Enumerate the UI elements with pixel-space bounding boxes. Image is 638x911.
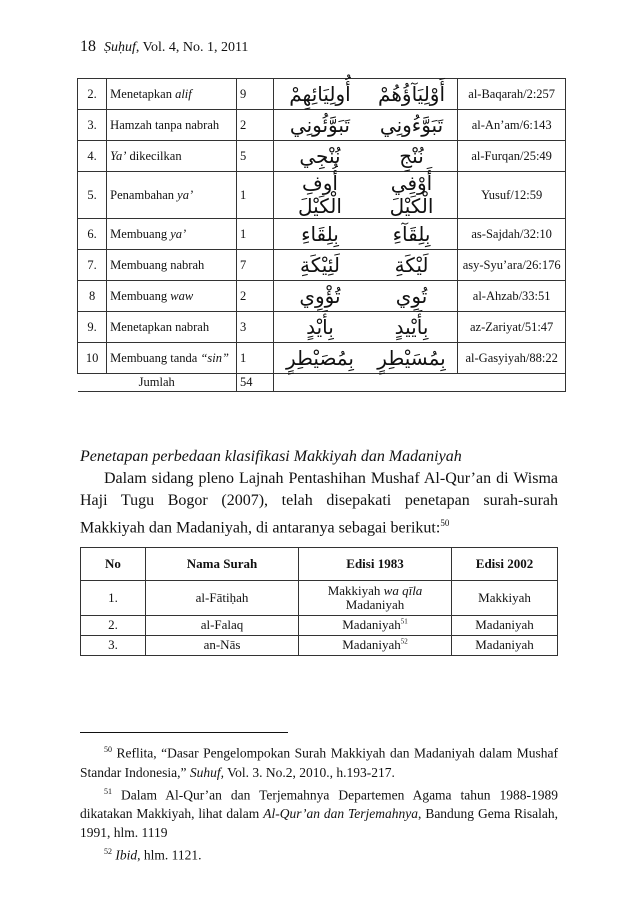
arabic-word-variant: أَوْلِيَآؤُهُمْ bbox=[366, 79, 458, 110]
arabic-word-variant: لَيْكَةِ bbox=[366, 250, 458, 281]
body-paragraph bbox=[80, 468, 558, 539]
footnote-italic: Ibid bbox=[115, 847, 138, 863]
row-reference: al-Gasyiyah/88:22 bbox=[458, 343, 566, 374]
row-number: 3. bbox=[78, 110, 107, 141]
table-row bbox=[81, 616, 558, 636]
value-text: Madaniyah bbox=[342, 617, 401, 633]
edition-1983-value bbox=[299, 616, 452, 636]
description-italic: ya’ bbox=[177, 187, 194, 202]
description-italic: alif bbox=[175, 86, 192, 101]
row-number: 8 bbox=[78, 281, 107, 312]
arabic-word-standard: تَبَوَّئُونِي bbox=[274, 110, 366, 141]
row-reference: asy-Syu’ara/26:176 bbox=[458, 250, 566, 281]
edition-1983-value bbox=[299, 581, 452, 616]
row-count: 5 bbox=[236, 141, 273, 172]
col-header-edisi-2002: Edisi 2002 bbox=[452, 548, 558, 581]
description-italic: waw bbox=[170, 288, 194, 303]
footnote-text: Dalam Al-Qur’an dan Terjemahnya Departemen Agama tahun 1988-1989 dikatakan Makkiyah, lihat dalam bbox=[80, 787, 558, 821]
table-row bbox=[78, 110, 566, 141]
arabic-word-standard: أُوفِ الْكَيْلَ bbox=[274, 172, 366, 219]
description-text: Membuang bbox=[110, 226, 171, 241]
surah-name: al-Fātiḥah bbox=[146, 581, 299, 616]
row-description bbox=[107, 250, 237, 281]
row-description bbox=[107, 219, 237, 250]
row-count: 3 bbox=[236, 312, 273, 343]
footnote-number: 52 bbox=[104, 847, 112, 856]
row-number: 2. bbox=[78, 79, 107, 110]
row-reference: Yusuf/12:59 bbox=[458, 172, 566, 219]
description-text: Menetapkan nabrah bbox=[110, 319, 210, 334]
arabic-word-standard: بِلِقَاءِ bbox=[274, 219, 366, 250]
description-text: Penambahan bbox=[110, 187, 178, 202]
total-row bbox=[78, 374, 566, 392]
footnote-italic: Suhuf, bbox=[189, 764, 224, 780]
row-reference: as-Sajdah/32:10 bbox=[458, 219, 566, 250]
row-description bbox=[107, 110, 237, 141]
arabic-word-variant: تُوِي bbox=[366, 281, 458, 312]
row-count: 2 bbox=[236, 281, 273, 312]
description-text: Hamzah tanpa nabrah bbox=[110, 117, 220, 132]
row-count: 2 bbox=[236, 110, 273, 141]
table-row bbox=[78, 281, 566, 312]
footnote-ref: 52 bbox=[400, 638, 408, 647]
footnote-number: 50 bbox=[104, 745, 112, 754]
row-reference: al-Ahzab/33:51 bbox=[458, 281, 566, 312]
col-header-nama-surah: Nama Surah bbox=[146, 548, 299, 581]
footnote-51 bbox=[80, 782, 558, 843]
arabic-word-standard: تُؤْوِي bbox=[274, 281, 366, 312]
description-text: Membuang bbox=[110, 288, 171, 303]
rasm-differences-table bbox=[77, 78, 566, 392]
row-reference: al-Baqarah/2:257 bbox=[458, 79, 566, 110]
row-number: 3. bbox=[81, 636, 146, 656]
edition-2002-value: Madaniyah bbox=[452, 636, 558, 656]
row-description bbox=[107, 281, 237, 312]
row-description bbox=[107, 79, 237, 110]
page-number: 18 bbox=[80, 38, 96, 55]
value-italic: wa qīla bbox=[383, 582, 423, 598]
table-row bbox=[81, 581, 558, 616]
running-head bbox=[80, 38, 248, 56]
footnote-ref-50: 50 bbox=[440, 518, 450, 528]
row-number: 10 bbox=[78, 343, 107, 374]
table-row bbox=[78, 343, 566, 374]
description-italic: “sin” bbox=[200, 350, 229, 365]
arabic-word-standard: بِأَيْدٍ bbox=[274, 312, 366, 343]
row-number: 2. bbox=[81, 616, 146, 636]
row-count: 1 bbox=[236, 172, 273, 219]
col-header-edisi-1983: Edisi 1983 bbox=[299, 548, 452, 581]
footnote-50 bbox=[80, 740, 558, 782]
total-label: Jumlah bbox=[78, 374, 237, 392]
edition-2002-value: Madaniyah bbox=[452, 616, 558, 636]
table-row bbox=[78, 312, 566, 343]
row-reference: al-An’am/6:143 bbox=[458, 110, 566, 141]
edition-2002-value: Makkiyah bbox=[452, 581, 558, 616]
description-text: Membuang nabrah bbox=[110, 257, 205, 272]
makkiyah-madaniyah-table bbox=[80, 547, 558, 656]
row-count: 1 bbox=[236, 219, 273, 250]
arabic-word-standard: أُولِيَائِهِمْ bbox=[274, 79, 366, 110]
table-row bbox=[81, 636, 558, 656]
value-text: Makkiyah bbox=[327, 582, 384, 598]
volume-info: , Vol. 4, No. 1, 2011 bbox=[135, 40, 249, 55]
footnote-ref: 51 bbox=[400, 618, 408, 627]
description-italic: ya’ bbox=[170, 226, 187, 241]
row-number: 6. bbox=[78, 219, 107, 250]
footnote-text: , Bandung Gema Risalah, 1991, hlm. 1119 bbox=[80, 806, 558, 840]
footnote-52 bbox=[80, 842, 558, 865]
table-row bbox=[78, 172, 566, 219]
value-text-after: Madaniyah bbox=[345, 597, 405, 612]
description-italic: Ya’ bbox=[110, 148, 127, 163]
footnote-text: , hlm. 1121. bbox=[137, 847, 202, 863]
table-row bbox=[78, 79, 566, 110]
footnote-text: Vol. 3. No.2, 2010., h.193-217. bbox=[223, 764, 395, 780]
footnote-separator bbox=[80, 732, 288, 733]
arabic-word-variant: نُنْجِ bbox=[366, 141, 458, 172]
description-text: Membuang tanda bbox=[110, 350, 201, 365]
row-count: 7 bbox=[236, 250, 273, 281]
col-header-no: No bbox=[81, 548, 146, 581]
journal-name: Ṣuḥuf bbox=[104, 40, 136, 55]
row-description bbox=[107, 312, 237, 343]
arabic-word-variant: أَوْفِي الْكَيْلَ bbox=[366, 172, 458, 219]
description-text-after: dikecilkan bbox=[126, 148, 182, 163]
total-blank bbox=[274, 374, 566, 392]
total-value: 54 bbox=[236, 374, 273, 392]
surah-name: an-Nās bbox=[146, 636, 299, 656]
edition-1983-value bbox=[299, 636, 452, 656]
row-description bbox=[107, 172, 237, 219]
arabic-word-variant: تَبَوَّءُونِي bbox=[366, 110, 458, 141]
table-row bbox=[78, 250, 566, 281]
table-row bbox=[78, 141, 566, 172]
row-number: 1. bbox=[81, 581, 146, 616]
arabic-word-standard: لَئِيْكَةِ bbox=[274, 250, 366, 281]
row-reference: al-Furqan/25:49 bbox=[458, 141, 566, 172]
arabic-word-standard: نُنْجِي bbox=[274, 141, 366, 172]
row-number: 5. bbox=[78, 172, 107, 219]
footnotes bbox=[80, 740, 558, 865]
arabic-word-variant: بِأَيْيدٍ bbox=[366, 312, 458, 343]
footnote-italic: Al-Qur’an dan Terjemahnya bbox=[263, 806, 419, 821]
row-count: 1 bbox=[236, 343, 273, 374]
arabic-word-standard: بِمُصَيْطِرٍ bbox=[274, 343, 366, 374]
row-reference: az-Zariyat/51:47 bbox=[458, 312, 566, 343]
paragraph-text: Dalam sidang pleno Lajnah Pentashihan Mushaf Al-Qur’an di Wisma Haji Tugu Bogor (2007), telah disepakati penetapan surah-surah Makkiyah dan Madaniyah, di antaranya sebagai berikut: bbox=[80, 470, 558, 537]
footnote-text: Reflita, “Dasar Pengelompokan Surah Makkiyah dan Madaniyah dalam Mushaf Standar Indonesia,” bbox=[80, 745, 558, 780]
arabic-word-variant: بِلِقَآءِ bbox=[366, 219, 458, 250]
table-row bbox=[78, 219, 566, 250]
section-heading: Penetapan perbedaan klasifikasi Makkiyah dan Madaniyah bbox=[80, 448, 462, 465]
row-description bbox=[107, 343, 237, 374]
row-number: 7. bbox=[78, 250, 107, 281]
description-text: Menetapkan bbox=[110, 86, 176, 101]
arabic-word-variant: بِمُسَيْطِرٍ bbox=[366, 343, 458, 374]
row-description bbox=[107, 141, 237, 172]
row-count: 9 bbox=[236, 79, 273, 110]
row-number: 4. bbox=[78, 141, 107, 172]
row-number: 9. bbox=[78, 312, 107, 343]
surah-name: al-Falaq bbox=[146, 616, 299, 636]
value-text: Madaniyah bbox=[342, 637, 401, 653]
footnote-number: 51 bbox=[104, 786, 112, 796]
